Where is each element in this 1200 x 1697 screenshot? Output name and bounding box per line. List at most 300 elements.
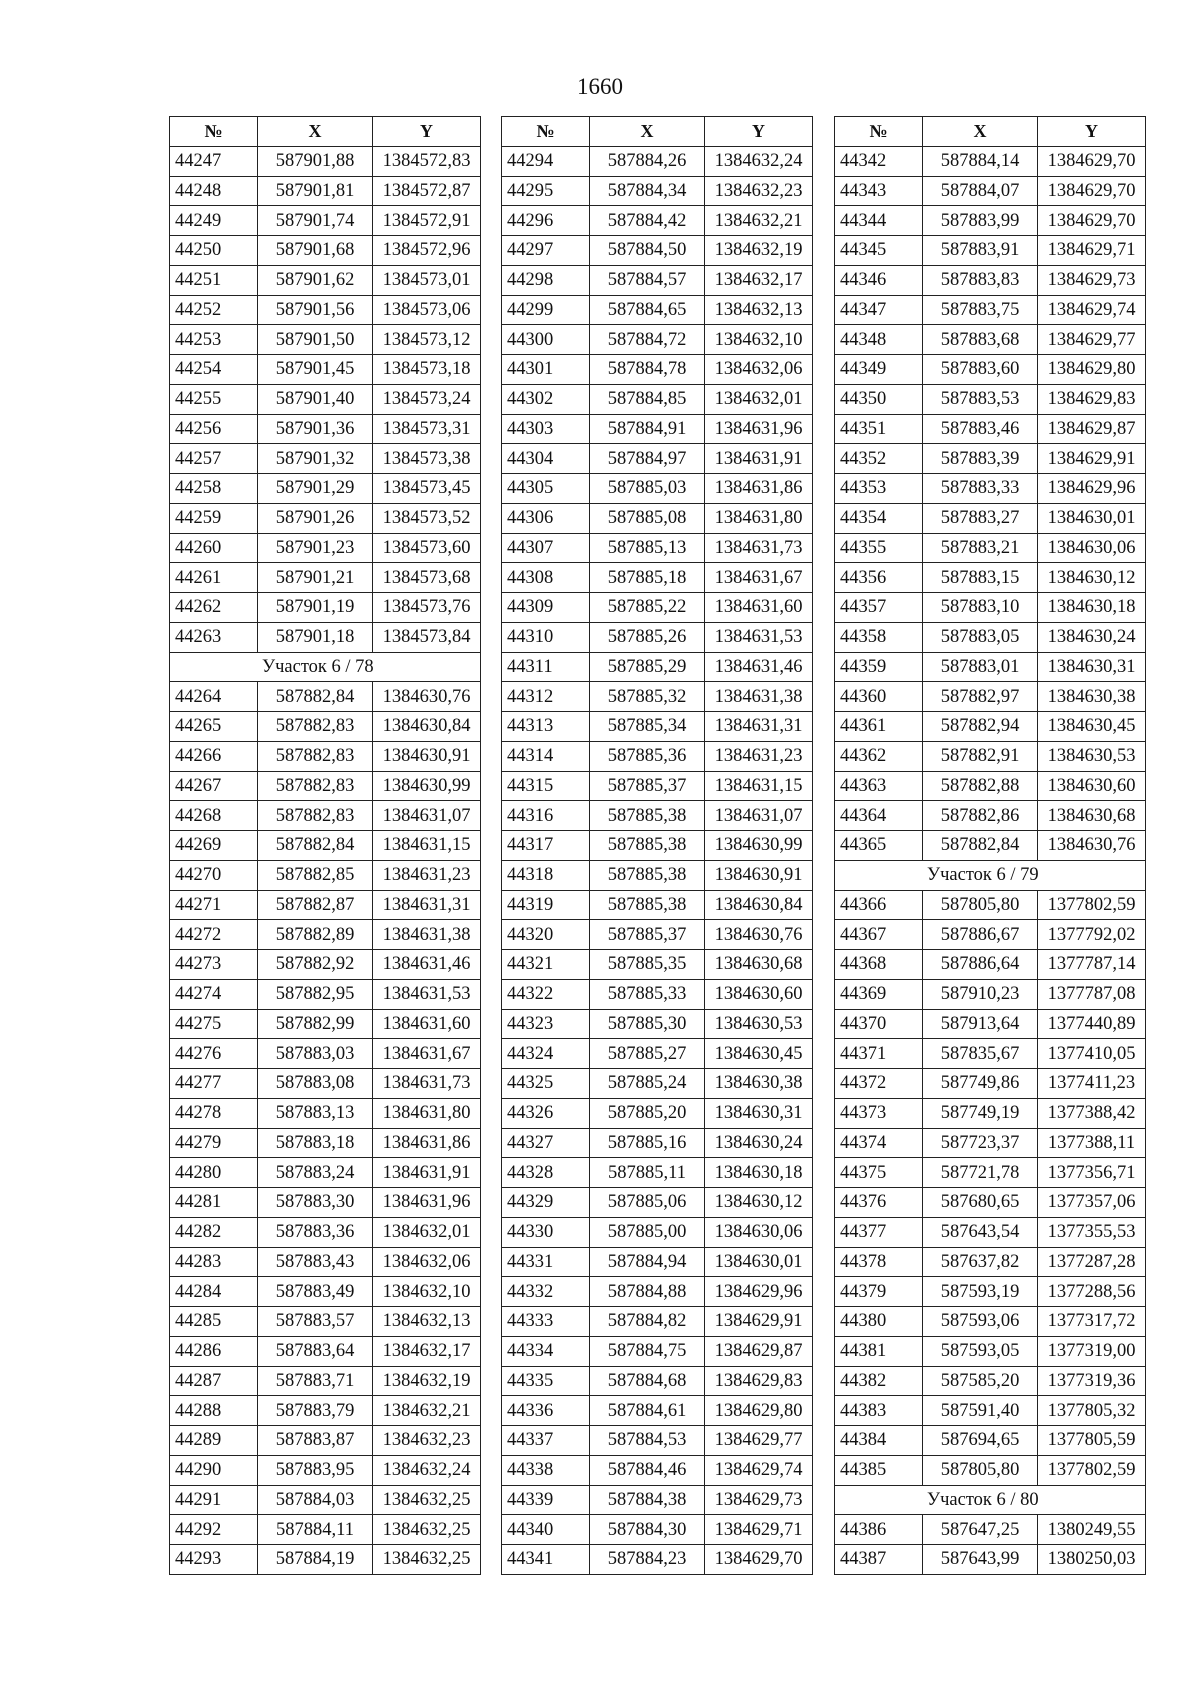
table-row <box>502 1307 813 1337</box>
point-number: 44369 <box>835 979 923 1009</box>
point-number: 44308 <box>502 563 590 593</box>
table-row <box>170 771 481 801</box>
header-y: Y <box>373 117 481 147</box>
table-row <box>835 1069 1146 1099</box>
y-coordinate: 1384632,01 <box>373 1217 481 1247</box>
y-coordinate: 1377787,08 <box>1038 979 1146 1009</box>
y-coordinate: 1384630,60 <box>705 979 813 1009</box>
point-number: 44372 <box>835 1069 923 1099</box>
x-coordinate: 587883,27 <box>923 503 1038 533</box>
y-coordinate: 1384631,91 <box>705 444 813 474</box>
y-coordinate: 1384629,87 <box>1038 414 1146 444</box>
point-number: 44283 <box>170 1247 258 1277</box>
x-coordinate: 587721,78 <box>923 1158 1038 1188</box>
y-coordinate: 1384630,53 <box>705 1009 813 1039</box>
y-coordinate: 1384630,91 <box>705 860 813 890</box>
table-row <box>835 1426 1146 1456</box>
y-coordinate: 1384631,67 <box>705 563 813 593</box>
section-title: Участок 6 / 80 <box>835 1485 1146 1515</box>
point-number: 44346 <box>835 265 923 295</box>
x-coordinate: 587885,33 <box>590 979 705 1009</box>
table-row <box>170 146 481 176</box>
point-number: 44306 <box>502 503 590 533</box>
x-coordinate: 587884,88 <box>590 1277 705 1307</box>
y-coordinate: 1384630,91 <box>373 741 481 771</box>
y-coordinate: 1384631,60 <box>373 1009 481 1039</box>
x-coordinate: 587885,34 <box>590 712 705 742</box>
table-row <box>835 1188 1146 1218</box>
point-number: 44262 <box>170 593 258 623</box>
y-coordinate: 1384630,76 <box>1038 831 1146 861</box>
x-coordinate: 587882,85 <box>258 860 373 890</box>
table-row <box>835 1039 1146 1069</box>
x-coordinate: 587883,15 <box>923 563 1038 593</box>
point-number: 44313 <box>502 712 590 742</box>
table-row <box>170 1396 481 1426</box>
table-row <box>502 950 813 980</box>
point-number: 44326 <box>502 1098 590 1128</box>
point-number: 44279 <box>170 1128 258 1158</box>
section-title: Участок 6 / 78 <box>170 652 481 682</box>
point-number: 44364 <box>835 801 923 831</box>
y-coordinate: 1384632,06 <box>705 355 813 385</box>
x-coordinate: 587882,88 <box>923 771 1038 801</box>
x-coordinate: 587882,83 <box>258 741 373 771</box>
y-coordinate: 1384629,74 <box>705 1455 813 1485</box>
table-row <box>835 1128 1146 1158</box>
point-number: 44255 <box>170 384 258 414</box>
point-number: 44384 <box>835 1426 923 1456</box>
x-coordinate: 587913,64 <box>923 1009 1038 1039</box>
y-coordinate: 1384632,23 <box>705 176 813 206</box>
x-coordinate: 587884,34 <box>590 176 705 206</box>
header-number: № <box>835 117 923 147</box>
x-coordinate: 587585,20 <box>923 1366 1038 1396</box>
x-coordinate: 587885,29 <box>590 652 705 682</box>
y-coordinate: 1384630,84 <box>705 890 813 920</box>
x-coordinate: 587884,61 <box>590 1396 705 1426</box>
table-row <box>502 563 813 593</box>
y-coordinate: 1384630,99 <box>705 831 813 861</box>
y-coordinate: 1384632,21 <box>373 1396 481 1426</box>
table-row <box>170 1545 481 1575</box>
point-number: 44350 <box>835 384 923 414</box>
table-row <box>170 474 481 504</box>
table-row <box>170 384 481 414</box>
y-coordinate: 1384629,73 <box>1038 265 1146 295</box>
point-number: 44334 <box>502 1336 590 1366</box>
x-coordinate: 587882,95 <box>258 979 373 1009</box>
x-coordinate: 587901,19 <box>258 593 373 623</box>
x-coordinate: 587884,72 <box>590 325 705 355</box>
point-number: 44345 <box>835 236 923 266</box>
x-coordinate: 587884,94 <box>590 1247 705 1277</box>
point-number: 44386 <box>835 1515 923 1545</box>
table-row <box>835 593 1146 623</box>
x-coordinate: 587884,11 <box>258 1515 373 1545</box>
y-coordinate: 1377388,42 <box>1038 1098 1146 1128</box>
point-number: 44250 <box>170 236 258 266</box>
table-row <box>170 1455 481 1485</box>
point-number: 44343 <box>835 176 923 206</box>
point-number: 44291 <box>170 1485 258 1515</box>
table-row <box>835 1545 1146 1575</box>
y-coordinate: 1384629,70 <box>1038 176 1146 206</box>
table-row <box>502 860 813 890</box>
point-number: 44375 <box>835 1158 923 1188</box>
table-row <box>835 950 1146 980</box>
point-number: 44382 <box>835 1366 923 1396</box>
point-number: 44359 <box>835 652 923 682</box>
point-number: 44336 <box>502 1396 590 1426</box>
table-row <box>502 682 813 712</box>
point-number: 44292 <box>170 1515 258 1545</box>
x-coordinate: 587901,36 <box>258 414 373 444</box>
x-coordinate: 587885,37 <box>590 771 705 801</box>
y-coordinate: 1384630,45 <box>1038 712 1146 742</box>
point-number: 44333 <box>502 1307 590 1337</box>
point-number: 44314 <box>502 741 590 771</box>
point-number: 44273 <box>170 950 258 980</box>
point-number: 44249 <box>170 206 258 236</box>
point-number: 44342 <box>835 146 923 176</box>
table-row <box>170 712 481 742</box>
y-coordinate: 1377388,11 <box>1038 1128 1146 1158</box>
point-number: 44301 <box>502 355 590 385</box>
table-row <box>835 712 1146 742</box>
point-number: 44253 <box>170 325 258 355</box>
y-coordinate: 1384630,18 <box>705 1158 813 1188</box>
y-coordinate: 1384573,01 <box>373 265 481 295</box>
table-row <box>502 1336 813 1366</box>
x-coordinate: 587882,84 <box>923 831 1038 861</box>
x-coordinate: 587884,23 <box>590 1545 705 1575</box>
y-coordinate: 1384630,53 <box>1038 741 1146 771</box>
point-number: 44295 <box>502 176 590 206</box>
point-number: 44377 <box>835 1217 923 1247</box>
y-coordinate: 1384630,38 <box>1038 682 1146 712</box>
table-row <box>835 682 1146 712</box>
point-number: 44307 <box>502 533 590 563</box>
x-coordinate: 587882,92 <box>258 950 373 980</box>
table-row <box>502 1545 813 1575</box>
x-coordinate: 587882,87 <box>258 890 373 920</box>
point-number: 44320 <box>502 920 590 950</box>
table-row <box>502 712 813 742</box>
table-row <box>835 384 1146 414</box>
y-coordinate: 1384632,25 <box>373 1545 481 1575</box>
point-number: 44309 <box>502 593 590 623</box>
point-number: 44282 <box>170 1217 258 1247</box>
table-header-row <box>835 117 1146 147</box>
table-row <box>502 1426 813 1456</box>
y-coordinate: 1384629,87 <box>705 1336 813 1366</box>
x-coordinate: 587901,81 <box>258 176 373 206</box>
x-coordinate: 587884,97 <box>590 444 705 474</box>
x-coordinate: 587885,18 <box>590 563 705 593</box>
x-coordinate: 587901,56 <box>258 295 373 325</box>
y-coordinate: 1377288,56 <box>1038 1277 1146 1307</box>
table-row <box>835 1336 1146 1366</box>
x-coordinate: 587901,45 <box>258 355 373 385</box>
x-coordinate: 587835,67 <box>923 1039 1038 1069</box>
point-number: 44290 <box>170 1455 258 1485</box>
point-number: 44259 <box>170 503 258 533</box>
section-title: Участок 6 / 79 <box>835 860 1146 890</box>
table-row <box>502 1217 813 1247</box>
x-coordinate: 587647,25 <box>923 1515 1038 1545</box>
y-coordinate: 1384630,01 <box>1038 503 1146 533</box>
header-y: Y <box>1038 117 1146 147</box>
x-coordinate: 587910,23 <box>923 979 1038 1009</box>
table-row <box>835 1277 1146 1307</box>
table-row <box>502 146 813 176</box>
x-coordinate: 587882,83 <box>258 712 373 742</box>
table-row <box>835 444 1146 474</box>
point-number: 44322 <box>502 979 590 1009</box>
x-coordinate: 587884,26 <box>590 146 705 176</box>
x-coordinate: 587883,49 <box>258 1277 373 1307</box>
table-row <box>502 622 813 652</box>
point-number: 44265 <box>170 712 258 742</box>
table-row <box>835 890 1146 920</box>
table-row <box>502 890 813 920</box>
point-number: 44376 <box>835 1188 923 1218</box>
y-coordinate: 1384629,71 <box>1038 236 1146 266</box>
x-coordinate: 587882,91 <box>923 741 1038 771</box>
y-coordinate: 1377287,28 <box>1038 1247 1146 1277</box>
y-coordinate: 1377356,71 <box>1038 1158 1146 1188</box>
x-coordinate: 587882,83 <box>258 771 373 801</box>
x-coordinate: 587885,30 <box>590 1009 705 1039</box>
point-number: 44385 <box>835 1455 923 1485</box>
table-row <box>502 771 813 801</box>
x-coordinate: 587901,74 <box>258 206 373 236</box>
y-coordinate: 1384630,24 <box>705 1128 813 1158</box>
x-coordinate: 587749,19 <box>923 1098 1038 1128</box>
table-row <box>835 1455 1146 1485</box>
y-coordinate: 1384573,24 <box>373 384 481 414</box>
y-coordinate: 1384630,84 <box>373 712 481 742</box>
y-coordinate: 1384631,96 <box>373 1188 481 1218</box>
y-coordinate: 1377411,23 <box>1038 1069 1146 1099</box>
x-coordinate: 587901,88 <box>258 146 373 176</box>
table-row <box>502 414 813 444</box>
x-coordinate: 587885,38 <box>590 860 705 890</box>
y-coordinate: 1384631,15 <box>373 831 481 861</box>
y-coordinate: 1384573,06 <box>373 295 481 325</box>
point-number: 44254 <box>170 355 258 385</box>
header-x: X <box>590 117 705 147</box>
x-coordinate: 587883,71 <box>258 1366 373 1396</box>
point-number: 44366 <box>835 890 923 920</box>
x-coordinate: 587643,54 <box>923 1217 1038 1247</box>
x-coordinate: 587882,89 <box>258 920 373 950</box>
table-row <box>502 176 813 206</box>
x-coordinate: 587901,62 <box>258 265 373 295</box>
point-number: 44260 <box>170 533 258 563</box>
x-coordinate: 587883,87 <box>258 1426 373 1456</box>
table-row <box>502 741 813 771</box>
y-coordinate: 1384631,38 <box>705 682 813 712</box>
x-coordinate: 587882,84 <box>258 831 373 861</box>
point-number: 44379 <box>835 1277 923 1307</box>
x-coordinate: 587885,36 <box>590 741 705 771</box>
point-number: 44383 <box>835 1396 923 1426</box>
table-header-row <box>170 117 481 147</box>
table-row <box>170 1307 481 1337</box>
y-coordinate: 1384630,99 <box>373 771 481 801</box>
point-number: 44247 <box>170 146 258 176</box>
y-coordinate: 1380250,03 <box>1038 1545 1146 1575</box>
table-row <box>170 265 481 295</box>
point-number: 44280 <box>170 1158 258 1188</box>
y-coordinate: 1384629,77 <box>1038 325 1146 355</box>
table-row <box>835 474 1146 504</box>
x-coordinate: 587884,78 <box>590 355 705 385</box>
x-coordinate: 587883,18 <box>258 1128 373 1158</box>
table-row <box>502 1098 813 1128</box>
y-coordinate: 1384629,77 <box>705 1426 813 1456</box>
y-coordinate: 1377787,14 <box>1038 950 1146 980</box>
y-coordinate: 1384630,60 <box>1038 771 1146 801</box>
x-coordinate: 587884,30 <box>590 1515 705 1545</box>
x-coordinate: 587901,26 <box>258 503 373 533</box>
header-x: X <box>258 117 373 147</box>
point-number: 44321 <box>502 950 590 980</box>
point-number: 44248 <box>170 176 258 206</box>
table-row <box>835 831 1146 861</box>
x-coordinate: 587885,16 <box>590 1128 705 1158</box>
table-row <box>170 1426 481 1456</box>
table-row <box>835 801 1146 831</box>
x-coordinate: 587883,46 <box>923 414 1038 444</box>
table-row <box>170 1336 481 1366</box>
header-x: X <box>923 117 1038 147</box>
table-row <box>170 206 481 236</box>
table-row <box>170 890 481 920</box>
table-row <box>835 1247 1146 1277</box>
section-row <box>170 652 481 682</box>
point-number: 44289 <box>170 1426 258 1456</box>
y-coordinate: 1384631,15 <box>705 771 813 801</box>
x-coordinate: 587593,19 <box>923 1277 1038 1307</box>
y-coordinate: 1377802,59 <box>1038 1455 1146 1485</box>
x-coordinate: 587883,21 <box>923 533 1038 563</box>
point-number: 44355 <box>835 533 923 563</box>
y-coordinate: 1377357,06 <box>1038 1188 1146 1218</box>
y-coordinate: 1384572,87 <box>373 176 481 206</box>
y-coordinate: 1384632,10 <box>705 325 813 355</box>
table-row <box>502 1247 813 1277</box>
y-coordinate: 1384630,76 <box>705 920 813 950</box>
x-coordinate: 587885,06 <box>590 1188 705 1218</box>
point-number: 44319 <box>502 890 590 920</box>
table-row <box>835 920 1146 950</box>
table-row <box>835 503 1146 533</box>
table-row <box>835 206 1146 236</box>
y-coordinate: 1384632,23 <box>373 1426 481 1456</box>
table-row <box>835 563 1146 593</box>
point-number: 44370 <box>835 1009 923 1039</box>
x-coordinate: 587883,75 <box>923 295 1038 325</box>
y-coordinate: 1384632,19 <box>705 236 813 266</box>
point-number: 44293 <box>170 1545 258 1575</box>
point-number: 44358 <box>835 622 923 652</box>
point-number: 44325 <box>502 1069 590 1099</box>
x-coordinate: 587884,82 <box>590 1307 705 1337</box>
x-coordinate: 587885,11 <box>590 1158 705 1188</box>
x-coordinate: 587593,05 <box>923 1336 1038 1366</box>
point-number: 44363 <box>835 771 923 801</box>
x-coordinate: 587805,80 <box>923 890 1038 920</box>
y-coordinate: 1384573,45 <box>373 474 481 504</box>
x-coordinate: 587805,80 <box>923 1455 1038 1485</box>
y-coordinate: 1377792,02 <box>1038 920 1146 950</box>
y-coordinate: 1384572,83 <box>373 146 481 176</box>
coordinates-table-2 <box>501 116 813 1575</box>
x-coordinate: 587885,32 <box>590 682 705 712</box>
x-coordinate: 587883,95 <box>258 1455 373 1485</box>
x-coordinate: 587901,18 <box>258 622 373 652</box>
y-coordinate: 1384631,46 <box>373 950 481 980</box>
x-coordinate: 587883,05 <box>923 622 1038 652</box>
point-number: 44367 <box>835 920 923 950</box>
x-coordinate: 587884,65 <box>590 295 705 325</box>
point-number: 44270 <box>170 860 258 890</box>
x-coordinate: 587883,30 <box>258 1188 373 1218</box>
y-coordinate: 1384629,91 <box>705 1307 813 1337</box>
y-coordinate: 1384573,38 <box>373 444 481 474</box>
table-row <box>502 474 813 504</box>
point-number: 44354 <box>835 503 923 533</box>
x-coordinate: 587883,57 <box>258 1307 373 1337</box>
table-row <box>502 593 813 623</box>
x-coordinate: 587885,03 <box>590 474 705 504</box>
table-row <box>170 295 481 325</box>
x-coordinate: 587884,07 <box>923 176 1038 206</box>
y-coordinate: 1384630,12 <box>705 1188 813 1218</box>
table-header-row <box>502 117 813 147</box>
x-coordinate: 587885,38 <box>590 831 705 861</box>
x-coordinate: 587883,99 <box>923 206 1038 236</box>
y-coordinate: 1384632,17 <box>705 265 813 295</box>
table-row <box>502 1277 813 1307</box>
point-number: 44327 <box>502 1128 590 1158</box>
x-coordinate: 587723,37 <box>923 1128 1038 1158</box>
point-number: 44271 <box>170 890 258 920</box>
table-row <box>170 1217 481 1247</box>
point-number: 44285 <box>170 1307 258 1337</box>
point-number: 44312 <box>502 682 590 712</box>
point-number: 44387 <box>835 1545 923 1575</box>
point-number: 44277 <box>170 1069 258 1099</box>
point-number: 44303 <box>502 414 590 444</box>
table-row <box>170 533 481 563</box>
y-coordinate: 1377355,53 <box>1038 1217 1146 1247</box>
point-number: 44261 <box>170 563 258 593</box>
table-row <box>170 1158 481 1188</box>
point-number: 44252 <box>170 295 258 325</box>
point-number: 44374 <box>835 1128 923 1158</box>
y-coordinate: 1384630,01 <box>705 1247 813 1277</box>
x-coordinate: 587883,36 <box>258 1217 373 1247</box>
y-coordinate: 1384632,13 <box>373 1307 481 1337</box>
table-row <box>835 176 1146 206</box>
point-number: 44347 <box>835 295 923 325</box>
table-row <box>835 265 1146 295</box>
x-coordinate: 587883,60 <box>923 355 1038 385</box>
